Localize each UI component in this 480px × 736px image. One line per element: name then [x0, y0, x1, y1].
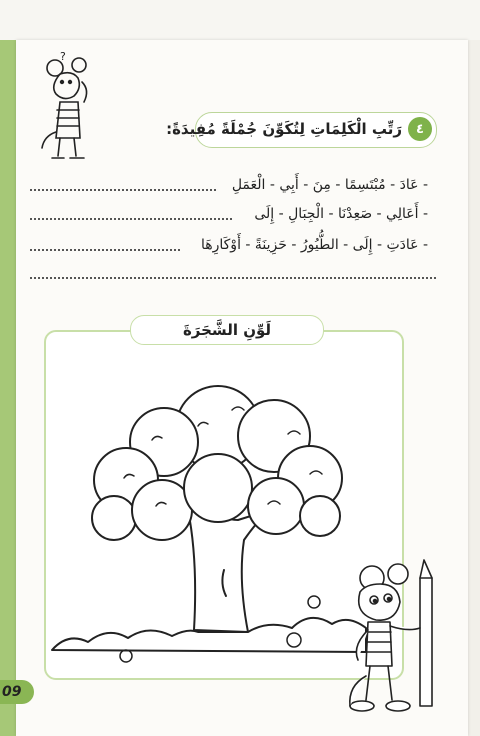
answer-line-3[interactable]: [30, 249, 180, 251]
coloring-title: لَوِّنِ الشَّجَرَةَ: [130, 315, 324, 345]
question-mark-icon: ?: [60, 52, 66, 63]
mouse-with-pencil-icon: [340, 556, 440, 718]
exercise-line-3: - عَادَتِ - إِلَى - الطُّيُورُ - حَزِينَةً - أَوْكَارِهَا: [200, 237, 428, 253]
page-number: 09: [0, 680, 34, 704]
page-spine: [0, 40, 16, 736]
exercise-instruction: رَتِّبِ الْكَلِمَاتِ لِتُكَوِّنَ جُمْلَةً مُفِيدَةً:: [166, 120, 402, 138]
scan-background: [0, 0, 480, 40]
thinking-mouse-icon: [38, 52, 104, 168]
tree-illustration[interactable]: [48, 370, 388, 670]
answer-line-2[interactable]: [30, 218, 232, 220]
exercise-number-badge: ٤: [408, 117, 432, 141]
exercise-line-2: - أَعَالِي - صَعِدْنَا - الْجِبَالِ - إِلَى: [254, 206, 428, 222]
exercise-line-1: - عَادَ - مُبْتَسِمًا - مِنَ - أَبِي - الْعَمَلِ: [231, 177, 428, 193]
answer-line-4[interactable]: [30, 277, 436, 279]
answer-line-1[interactable]: [30, 189, 216, 191]
